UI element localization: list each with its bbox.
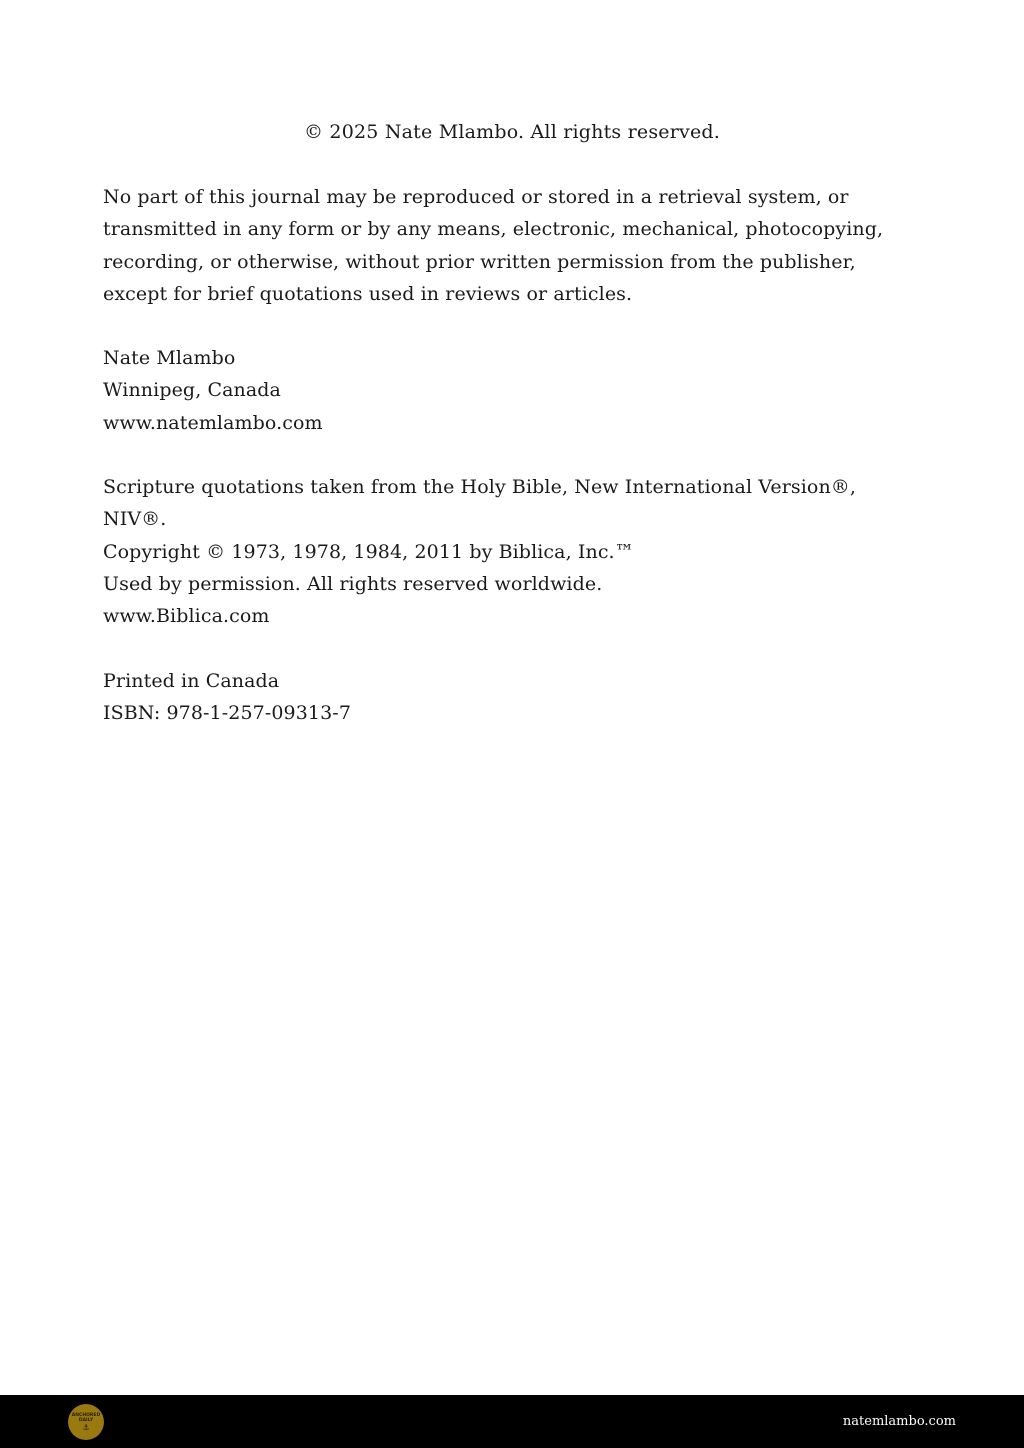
scripture-block (103, 471, 921, 632)
page-footer (0, 1395, 1024, 1448)
logo-text: ANCHORED DAILY (71, 1412, 101, 1423)
scripture-line-4: www.Biblica.com (103, 605, 270, 628)
publisher-location: Winnipeg, Canada (103, 379, 281, 402)
publisher-website: www.natemlambo.com (103, 411, 323, 434)
printed-in: Printed in Canada (103, 669, 280, 692)
anchored-daily-logo (68, 1404, 104, 1440)
footer-url: natemlambo.com (842, 1414, 956, 1429)
scripture-line-2: Copyright © 1973, 1978, 1984, 2011 by Biblica, Inc.™ (103, 540, 634, 563)
anchor-icon: ⚓ (82, 1422, 90, 1432)
publisher-block (103, 342, 921, 439)
scripture-line-1: Scripture quotations taken from the Holy Bible, New International Version®, NIV®. (103, 476, 857, 531)
scripture-line-3: Used by permission. All rights reserved worldwide. (103, 572, 603, 595)
copyright-notice: © 2025 Nate Mlambo. All rights reserved. (303, 121, 720, 143)
printing-block (103, 665, 921, 730)
rights-paragraph: No part of this journal may be reproduced or stored in a retrieval system, or transmitted in any form or by any means, electronic, mechanical, photocopying, recording, or otherwise, without prior written permission from the publisher, except for brief quotations used in reviews or articles. (103, 186, 884, 305)
isbn: ISBN: 978-1-257-09313-7 (103, 701, 352, 724)
publisher-name: Nate Mlambo (103, 347, 236, 370)
